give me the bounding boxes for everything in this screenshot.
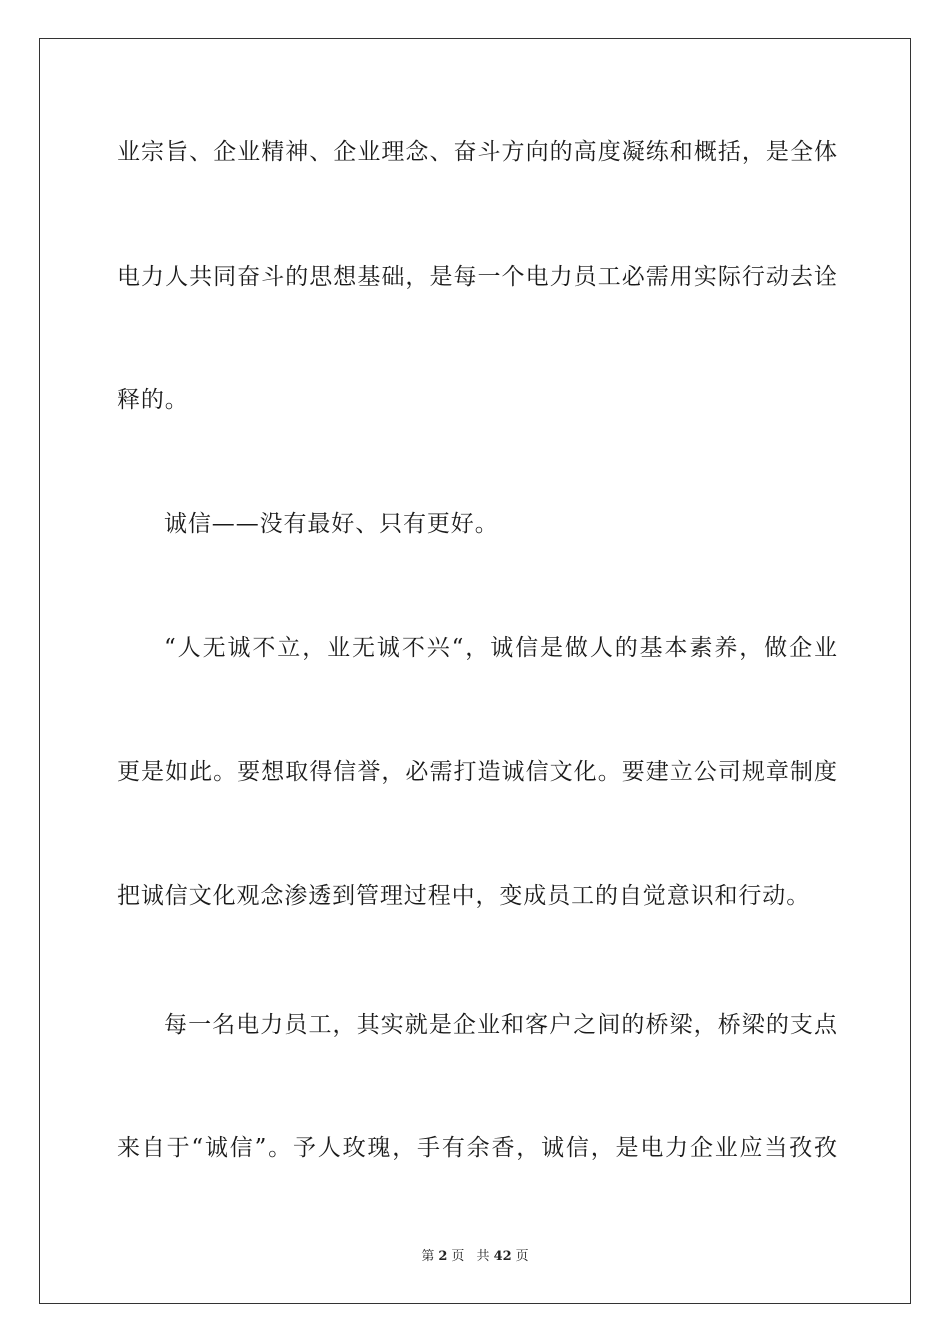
body-line-5: “人无诚不立，业无诚不兴“，诚信是做人的基本素养，做企业 [164, 635, 837, 661]
current-page-number: 2 [438, 1249, 448, 1264]
body-line-9: 来自于“诚信”。予人玫瑰，手有余香，诚信，是电力企业应当孜孜 [117, 1135, 837, 1161]
body-line-6: 更是如此。要想取得信誉，必需打造诚信文化。要建立公司规章制度 [117, 759, 837, 785]
page-footer [0, 1248, 950, 1266]
total-pages-indicator: 共 42 页 [476, 1249, 529, 1264]
total-pages-number: 42 [493, 1249, 512, 1264]
body-line-2: 电力人共同奋斗的思想基础，是每一个电力员工必需用实际行动去诠 [117, 264, 837, 290]
body-line-1: 业宗旨、企业精神、企业理念、奋斗方向的高度凝练和概括，是全体 [117, 139, 837, 165]
body-line-8: 每一名电力员工，其实就是企业和客户之间的桥梁，桥梁的支点 [164, 1012, 837, 1038]
page-indicator: 第 2 页 [421, 1249, 465, 1264]
page-border [39, 38, 911, 1304]
body-line-7: 把诚信文化观念渗透到管理过程中，变成员工的自觉意识和行动。 [117, 883, 811, 909]
section-heading: 诚信——没有最好、只有更好。 [164, 511, 499, 537]
body-line-3: 释的。 [117, 387, 189, 413]
